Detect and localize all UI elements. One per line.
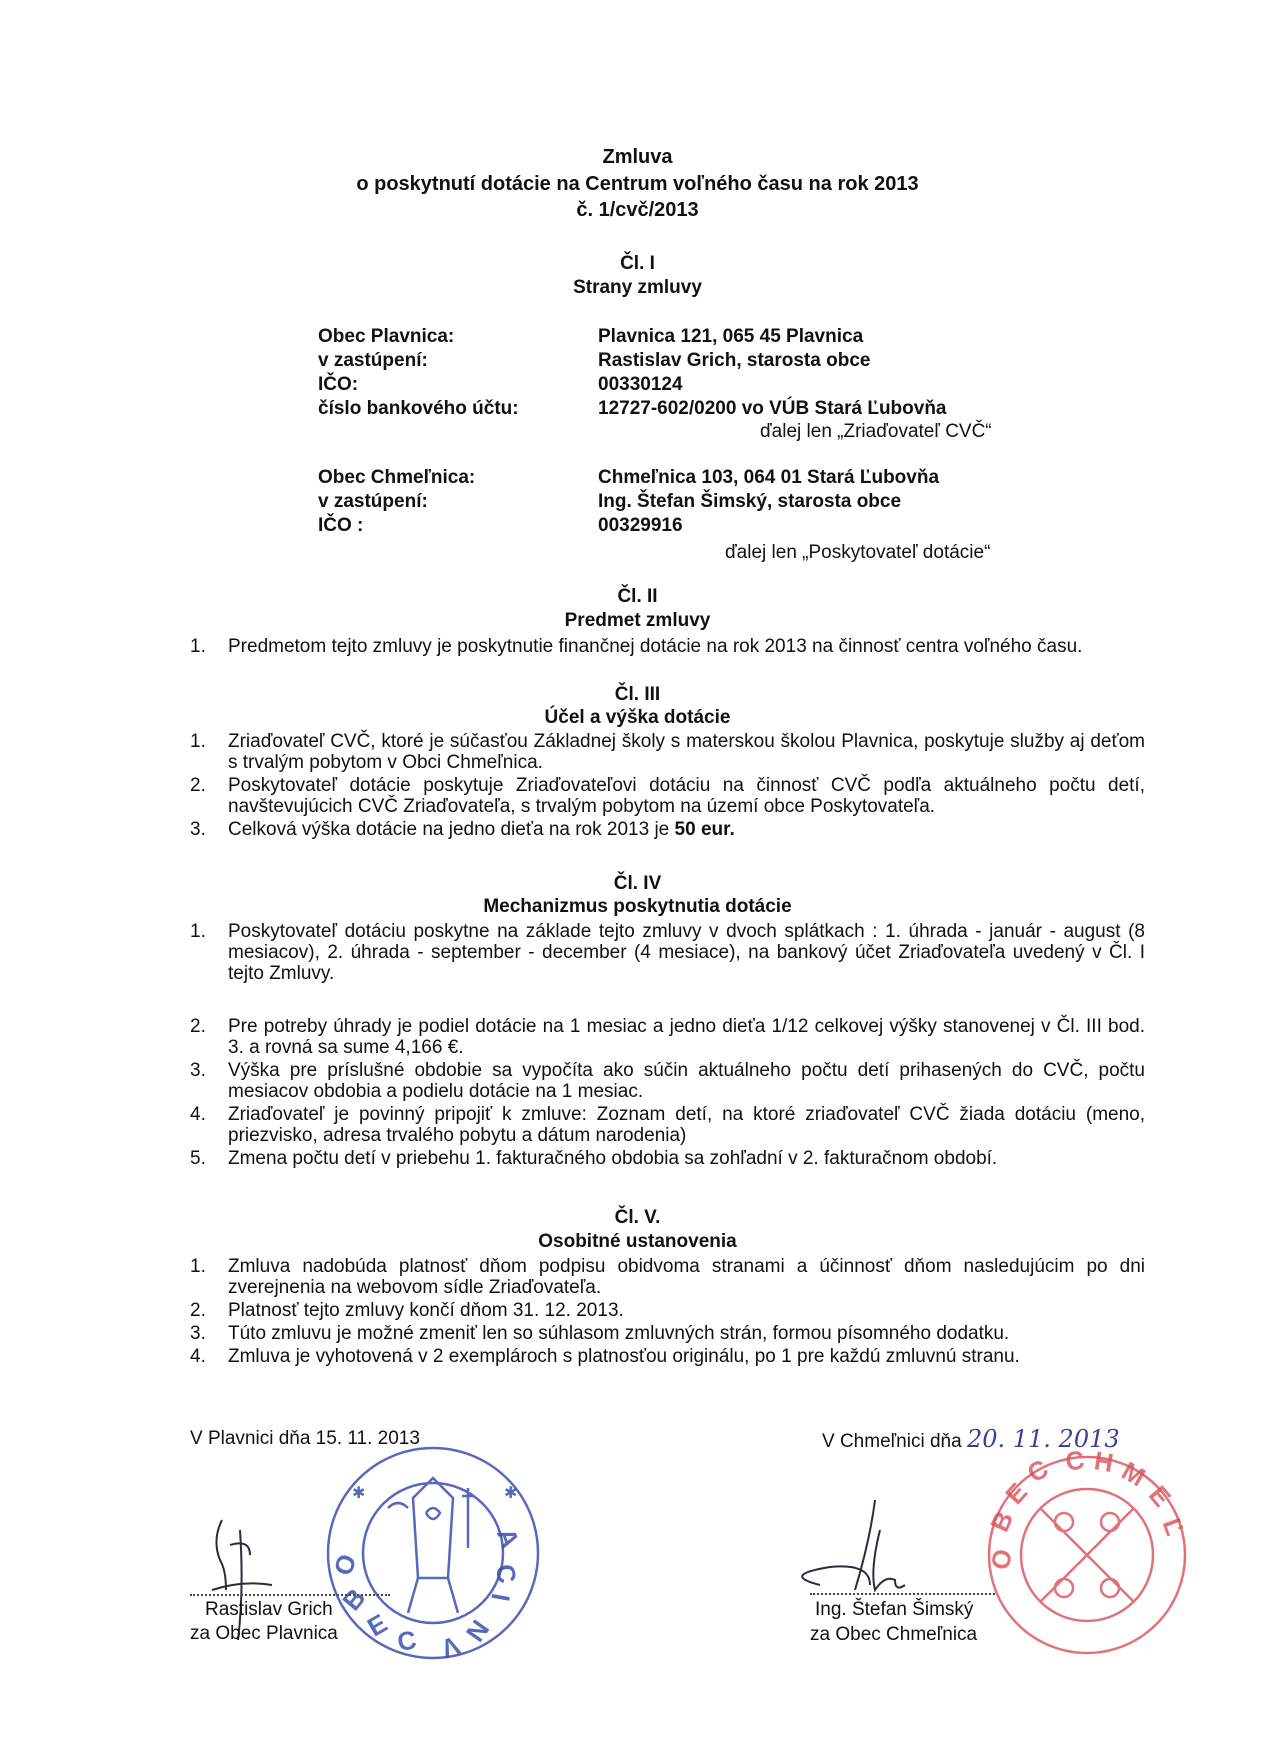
document-number: č. 1/cvč/2013	[576, 199, 699, 221]
item-text: Predmetom tejto zmluvy je poskytnutie finančnej dotácie na rok 2013 na činnosť centra voľného času.	[228, 636, 1083, 657]
list-item	[190, 731, 1145, 773]
right-signer-org: za Obec Chmeľnica	[810, 1624, 978, 1645]
item-text: Zriaďovateľ je povinný pripojiť k zmluve: Zoznam detí, na ktoré zriaďovateľ CVČ žiada dotáciu (meno, priezvisko, adresa trvalého pobytu a dátum narodenia)	[228, 1104, 1145, 1146]
item-text: Pre potreby úhrady je podiel dotácie na 1 mesiac a jedno dieťa 1/12 celkovej výšky stanovenej v Čl. III bod. 3. a rovná sa sume 4,166 €.	[228, 1016, 1145, 1058]
right-place-label: V Chmeľnici dňa	[822, 1431, 967, 1452]
item-text: Zmluva je vyhotovená v 2 exemplároch s platnosťou originálu, po 1 pre každú zmluvnú stranu.	[228, 1346, 1020, 1367]
list-item	[190, 1323, 1145, 1344]
article-4-list-b	[190, 1016, 1145, 1171]
svg-text:C: C	[1063, 1444, 1087, 1477]
left-signer-org: za Obec Plavnica	[190, 1623, 338, 1644]
party-2-representative: Ing. Štefan Šimský, starosta obce	[598, 491, 902, 512]
list-item	[190, 921, 1145, 984]
party-1-label-account: číslo bankového účtu:	[318, 398, 519, 419]
item-text: Zmluva nadobúda platnosť dňom podpisu obidvoma stranami a účinnosť dňom nasledujúcim po dni zverejnenia na webovom sídle Zriaďovateľa.	[228, 1256, 1145, 1298]
party-2-role: ďalej len „Poskytovateľ dotácie“	[725, 542, 991, 563]
article-3-list	[190, 731, 1145, 842]
article-3-title: Účel a výška dotácie	[544, 707, 731, 728]
svg-text:H: H	[1092, 1445, 1116, 1479]
item-text: Zriaďovateľ CVČ, ktoré je súčasťou Základnej školy s materskou školou Plavnica, poskytuje služby aj deťom s trvalým pobytom v Obci Chmeľnica.	[228, 731, 1145, 773]
article-5-list	[190, 1256, 1145, 1369]
list-item	[190, 1300, 1145, 1321]
list-item	[190, 775, 1145, 817]
list-item	[190, 1346, 1145, 1367]
left-place-date: V Plavnici dňa 15. 11. 2013	[190, 1428, 420, 1449]
item-text: Zmena počtu detí v priebehu 1. fakturačného obdobia sa zohľadní v 2. fakturačnom období.	[228, 1148, 998, 1169]
party-1-address: Plavnica 121, 065 45 Plavnica	[598, 326, 864, 347]
party-1-values	[598, 325, 947, 421]
document-subtitle: o poskytnutí dotácie na Centrum voľného času na rok 2013	[356, 173, 919, 195]
svg-text:C: C	[489, 1561, 523, 1586]
party-2-values	[598, 466, 939, 538]
list-item	[190, 1060, 1145, 1102]
svg-text:I: I	[485, 1591, 517, 1604]
article-1-heading: Čl. I	[620, 253, 655, 274]
svg-text:E: E	[1142, 1479, 1178, 1513]
article-2-list	[190, 636, 1145, 659]
party-2-labels	[318, 466, 475, 538]
svg-text:B: B	[336, 1582, 372, 1617]
article-4-heading: Čl. IV	[613, 873, 662, 894]
item-number: 2.	[190, 1016, 206, 1037]
svg-text:N: N	[459, 1614, 496, 1648]
right-signature-line	[810, 1593, 995, 1595]
right-signer-name: Ing. Štefan Šimský	[815, 1599, 974, 1620]
item-text: Túto zmluvu je možné zmeniť len so súhlasom zmluvných strán, formou písomného dodatku.	[228, 1323, 1010, 1344]
list-item	[190, 1148, 1145, 1169]
plavnica-stamp-icon	[318, 1438, 548, 1668]
party-1-account: 12727-602/0200 vo VÚB Stará Ľubovňa	[598, 398, 947, 419]
svg-text:E: E	[362, 1607, 393, 1643]
party-1-role: ďalej len „Zriaďovateľ CVČ“	[760, 421, 992, 442]
svg-text:E: E	[999, 1477, 1034, 1510]
left-signature-line	[190, 1594, 390, 1596]
article-2-heading: Čl. II	[617, 586, 658, 607]
party-1-label-rep: v zastúpení:	[318, 350, 428, 371]
item-number: 4.	[190, 1104, 206, 1125]
item-number: 5.	[190, 1148, 206, 1169]
party-1-label-ico: IČO:	[318, 374, 359, 395]
article-1-title: Strany zmluvy	[573, 277, 702, 298]
party-1-representative: Rastislav Grich, starosta obce	[598, 350, 871, 371]
party-2-label-ico: IČO :	[318, 515, 364, 536]
document-title: Zmluva	[602, 146, 673, 168]
party-2-label-name: Obec Chmeľnica:	[318, 467, 476, 488]
article-2-title: Predmet zmluvy	[564, 610, 711, 631]
article-5-heading: Čl. V.	[614, 1207, 661, 1228]
item-number: 3.	[190, 819, 206, 840]
article-5-title: Osobitné ustanovenia	[538, 1231, 737, 1252]
list-item	[190, 1256, 1145, 1298]
svg-text:✱: ✱	[504, 1483, 518, 1502]
list-item	[190, 1016, 1145, 1058]
list-item	[190, 819, 1145, 840]
item-number: 1.	[190, 731, 206, 752]
chmelnica-stamp-icon	[982, 1444, 1192, 1660]
item-number: 3.	[190, 1323, 206, 1344]
right-signature-icon	[780, 1490, 960, 1610]
party-2-label-rep: v zastúpení:	[318, 491, 428, 512]
svg-text:M: M	[1116, 1455, 1151, 1493]
svg-text:V: V	[437, 1629, 464, 1665]
item-text: Výška pre príslušné obdobie sa vypočíta ako súčin aktuálneho počtu detí prihasených do CVČ, počtu mesiacov obdobia a podielu dotácie na 1 mesiac.	[228, 1060, 1145, 1102]
svg-text:A: A	[490, 1523, 526, 1552]
party-1-labels	[318, 325, 519, 421]
party-1-label-name: Obec Plavnica:	[318, 326, 455, 347]
svg-text:✱: ✱	[352, 1483, 366, 1502]
amount-bold: 50 eur.	[674, 819, 735, 840]
item-number: 1.	[190, 1256, 206, 1277]
right-handwritten-date: 20. 11. 2013	[966, 1425, 1120, 1453]
party-2-address: Chmeľnica 103, 064 01 Stará Ľubovňa	[598, 467, 940, 488]
item-text: Platnosť tejto zmluvy končí dňom 31. 12. 2013.	[228, 1300, 624, 1321]
svg-text:C: C	[394, 1624, 419, 1658]
article-3-heading: Čl. III	[614, 684, 661, 705]
svg-text:Ľ: Ľ	[1156, 1514, 1191, 1540]
item-text: Celková výška dotácie na jedno dieťa na rok 2013 je	[228, 819, 675, 840]
list-item	[190, 1104, 1145, 1146]
svg-text:C: C	[1022, 1453, 1054, 1489]
svg-text:O: O	[327, 1550, 363, 1580]
svg-text:O: O	[984, 1546, 1018, 1572]
left-signer-name: Rastislav Grich	[205, 1599, 333, 1620]
item-number: 2.	[190, 775, 206, 796]
item-number: 1.	[190, 921, 206, 942]
svg-text:B: B	[984, 1506, 1020, 1537]
item-number: 4.	[190, 1346, 206, 1367]
item-number: 2.	[190, 1300, 206, 1321]
item-text: Poskytovateľ dotáciu poskytne na základe tejto zmluvy v dvoch splátkach : 1. úhrada - január - august (8 mesiacov), 2. úhrada - september - december (4 mesiace), na bankový účet Zriaďovateľa uvedený v Čl. I tejto Zmluvy.	[228, 921, 1145, 984]
list-item	[190, 636, 1145, 657]
item-number: 3.	[190, 1060, 206, 1081]
party-1-ico: 00330124	[598, 374, 683, 395]
party-2-ico: 00329916	[598, 515, 683, 536]
article-4-title: Mechanizmus poskytnutia dotácie	[483, 896, 792, 917]
article-4-list-a	[190, 921, 1145, 986]
item-number: 1.	[190, 636, 206, 657]
item-text: Poskytovateľ dotácie poskytuje Zriaďovateľovi dotáciu na činnosť CVČ podľa aktuálneho počtu detí, navštevujúcich CVČ Zriaďovateľa, s trvalým pobytom na území obce Poskytovateľa.	[228, 775, 1145, 817]
